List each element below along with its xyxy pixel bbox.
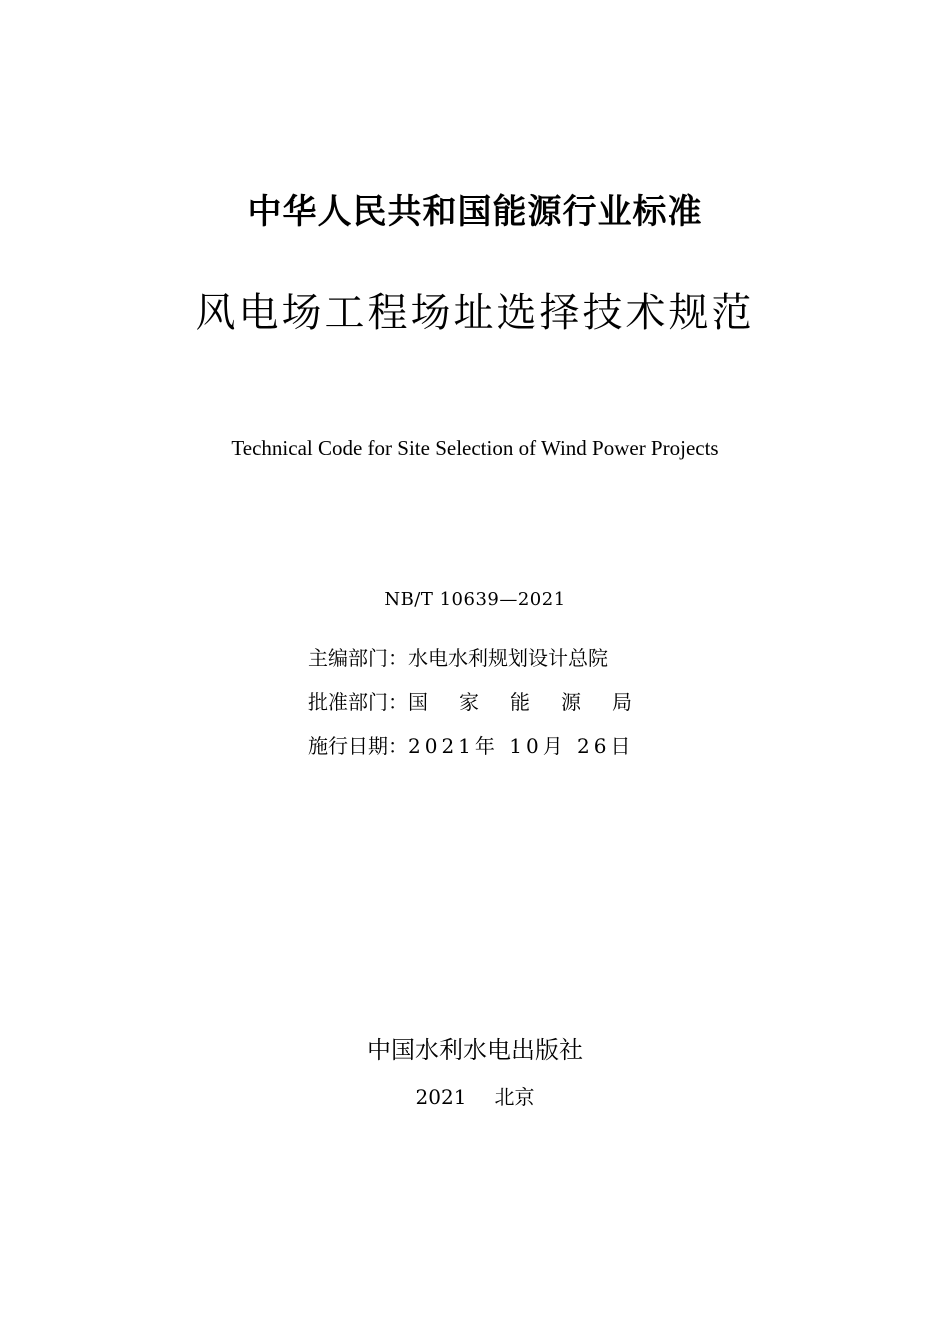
chief-editor-row [308,643,663,687]
effective-date-row [308,731,663,775]
document-title-chinese: 风电场工程场址选择技术规范 [195,290,755,336]
effective-date-value: 2021年 10月 26日 [408,734,635,758]
approval-dept-value: 国家能源局 [408,690,663,714]
approval-dept-label: 批准部门： [308,690,408,714]
publisher-name: 中国水利水电出版社 [367,1036,583,1064]
chief-editor-label: 主编部门： [308,646,408,670]
publication-year: 2021 [415,1085,467,1109]
standard-number: NB/T 10639—2021 [384,589,566,610]
document-title-english: Technical Code for Site Selection of Wind Power Projects [231,436,719,460]
publication-city: 北京 [494,1085,535,1109]
issuing-info-block [308,643,663,775]
effective-date-label: 施行日期： [308,734,408,758]
publication-year-place [0,1083,950,1111]
chief-editor-value: 水电水利规划设计总院 [408,646,608,670]
approval-dept-row [308,687,663,731]
standard-category: 中华人民共和国能源行业标准 [247,192,703,232]
